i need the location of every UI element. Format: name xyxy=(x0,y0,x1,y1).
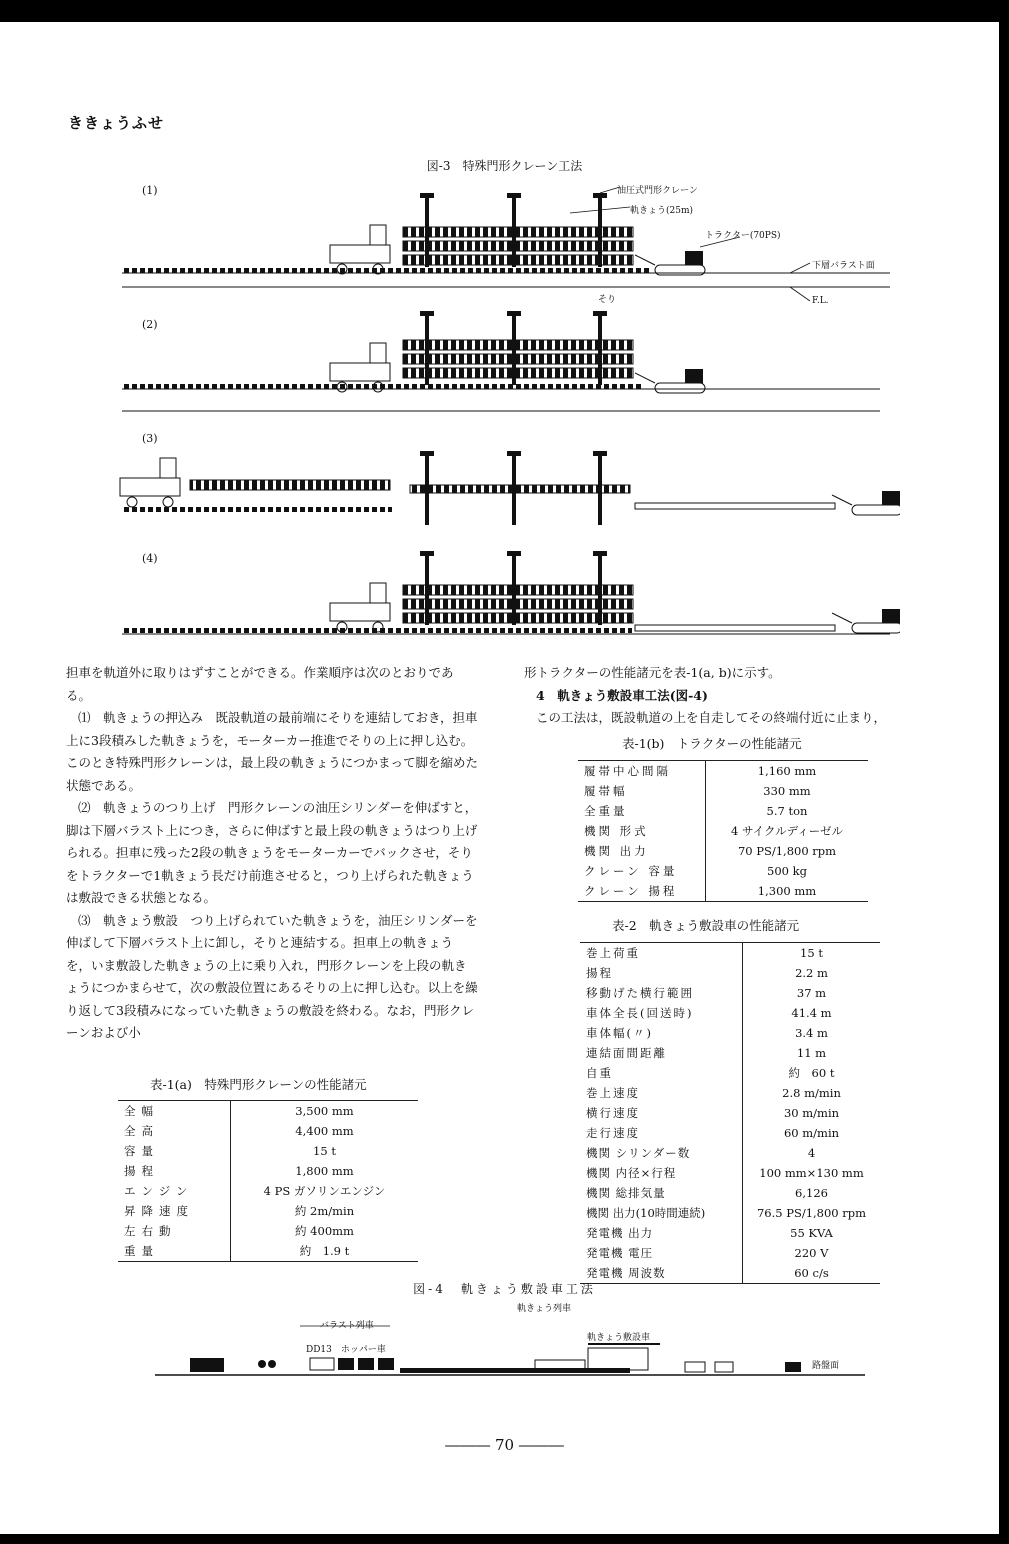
spec-key: 履帯中心間隔 xyxy=(578,761,706,782)
spec-key: 全重量 xyxy=(578,801,706,821)
spec-key: 揚程 xyxy=(580,963,743,983)
spec-key: 発電機 周波数 xyxy=(580,1263,743,1284)
spec-value: 約 60 t xyxy=(788,1066,835,1080)
spec-value: 3.4 m xyxy=(795,1026,828,1040)
spec-value: 11 m xyxy=(796,1046,827,1060)
label-roadbed: 路盤面 xyxy=(812,1361,840,1371)
spec-value: 1,300 mm xyxy=(757,884,817,898)
label-girder: 軌きょう(25m) xyxy=(630,206,694,216)
spec-key: 発電機 電圧 xyxy=(580,1243,743,1263)
spec-key: 巻上速度 xyxy=(580,1083,743,1103)
paragraph: ⑴ 軌きょうの押込み 既設軌道の最前端にそりを連結しておき，担車上に3段積みした軌きょうを，モーターカー推進でそりの上に押し込む。このとき特殊門形クレーンは，最上段の軌きょうにつかまって脚を縮めた状態である。 xyxy=(66,710,479,793)
stage-3-label: (3) xyxy=(142,432,158,445)
spec-key: 巻上荷重 xyxy=(580,943,743,964)
table-row xyxy=(118,1201,418,1221)
spec-value: 3,500 mm xyxy=(295,1104,354,1118)
spec-key: 全幅 xyxy=(118,1101,231,1122)
spec-value: 70 PS/1,800 rpm xyxy=(737,844,837,858)
spec-key: 機関 シリンダー数 xyxy=(580,1143,743,1163)
label-sled: そり xyxy=(598,295,617,305)
table-row xyxy=(580,1183,880,1203)
spec-value: 55 KVA xyxy=(790,1226,833,1240)
table-row xyxy=(118,1181,418,1201)
table-row xyxy=(580,1023,880,1043)
spec-key: 車体幅(〃) xyxy=(580,1023,743,1043)
spec-key: 機関 形式 xyxy=(578,821,706,841)
table-row xyxy=(580,1063,880,1083)
spec-value: 約 1.9 t xyxy=(299,1244,350,1258)
spec-key: 走行速度 xyxy=(580,1123,743,1143)
table-row xyxy=(580,1163,880,1183)
spec-value: 37 m xyxy=(796,986,827,1000)
spec-key: 重量 xyxy=(118,1241,231,1262)
spec-value: 6,126 xyxy=(795,1186,828,1200)
spec-value: 4,400 mm xyxy=(295,1124,354,1138)
spec-value: 500 kg xyxy=(767,864,807,878)
table-row xyxy=(578,841,868,861)
spec-key: 発電機 出力 xyxy=(580,1223,743,1243)
spec-value: 15 t xyxy=(800,946,823,960)
table1b-caption: 表-1(b) トラクターの性能諸元 xyxy=(622,736,802,751)
paragraph: ⑶ 軌きょう敷設 つり上げられていた軌きょうを，油圧シリンダーを伸ばして下層バラスト上に卸し，そりと連結する。担車上の軌きょうを，いま敷設した軌きょうの上に乗り入れ，門形クレーンを上段の軌きょうにつかまらせて，次の敷設位置にあるそりの上に押し込む。以上を繰り返して3段積みになっていた軌きょうの敷設を終わる。なお，門形クレーンおよび小 xyxy=(66,912,478,1040)
paragraph: ⑵ 軌きょうのつり上げ 門形クレーンの油圧シリンダーを伸ばすと，脚は下層バラスト上につき，さらに伸ばすと最上段の軌きょうはつり上げられる。担車に残った2段の軌きょうをモーターカーでバックさせ，そりをトラクターで1軌きょう長だけ前進させると，つり上げられた軌きょうは敷設できる状態となる。 xyxy=(66,800,478,905)
figure4-diagram xyxy=(150,1300,870,1420)
table-row xyxy=(580,1143,880,1163)
table-row xyxy=(580,963,880,983)
table-row xyxy=(580,943,880,964)
label-fl: F.L. xyxy=(812,296,829,306)
table-row xyxy=(578,801,868,821)
spec-value: 2.8 m/min xyxy=(782,1086,841,1100)
running-header: ききょうふせ xyxy=(68,114,165,132)
spec-key: 昇降速度 xyxy=(118,1201,231,1221)
spec-key: 履帯幅 xyxy=(578,781,706,801)
label-ballast: 下層バラスト面 xyxy=(812,261,875,271)
table-row xyxy=(580,1243,880,1263)
spec-value: 4 サイクルディーゼル xyxy=(731,824,843,838)
spec-key: 自重 xyxy=(580,1063,743,1083)
spec-value: 1,800 mm xyxy=(295,1164,354,1178)
spec-value: 60 m/min xyxy=(783,1126,840,1140)
table-row xyxy=(578,781,868,801)
spec-value: 41.4 m xyxy=(791,1006,832,1020)
scan-border-bottom xyxy=(0,1534,1009,1544)
paragraph: 担車を軌道外に取りはずすことができる。作業順序は次のとおりである。 xyxy=(66,665,454,703)
scan-border-right xyxy=(999,0,1009,1544)
spec-key: エンジン xyxy=(118,1181,231,1201)
table-row xyxy=(580,1103,880,1123)
table-row xyxy=(578,821,868,841)
spec-value: 2.2 m xyxy=(795,966,828,980)
table-row xyxy=(118,1101,418,1122)
table1a-caption: 表-1(a) 特殊門形クレーンの性能諸元 xyxy=(150,1077,367,1092)
left-column xyxy=(66,662,478,1045)
label-ballast-train: バラスト列車 xyxy=(320,1321,374,1331)
table-row xyxy=(580,1083,880,1103)
figure3-title: 図-3 特殊門形クレーン工法 xyxy=(426,159,583,173)
spec-key: クレーン 揚程 xyxy=(578,881,706,902)
spec-key: 容量 xyxy=(118,1141,231,1161)
stage-1-label: (1) xyxy=(142,184,158,197)
spec-value: 76.5 PS/1,800 rpm xyxy=(756,1206,867,1220)
label-tractor: トラクター(70PS) xyxy=(705,231,781,241)
spec-value: 220 V xyxy=(794,1246,829,1260)
spec-key: 横行速度 xyxy=(580,1103,743,1123)
spec-value: 4 xyxy=(807,1146,816,1160)
spec-value: 30 m/min xyxy=(783,1106,840,1120)
spec-value: 15 t xyxy=(313,1144,336,1158)
table-row xyxy=(580,1223,880,1243)
table-row xyxy=(578,861,868,881)
page-number: ――― 70 ――― xyxy=(445,1436,564,1454)
table-row xyxy=(580,1203,880,1223)
table-row xyxy=(580,1003,880,1023)
table-row xyxy=(580,1043,880,1063)
section-heading: 4 軌きょう敷設車工法(図-4) xyxy=(536,687,708,703)
spec-value: 330 mm xyxy=(763,784,811,798)
table1b xyxy=(578,760,868,902)
spec-key: 車体全長(回送時) xyxy=(580,1003,743,1023)
spec-key: 左右動 xyxy=(118,1221,231,1241)
spec-key: 連結面間距離 xyxy=(580,1043,743,1063)
table-row xyxy=(578,881,868,902)
table1a xyxy=(118,1100,418,1262)
stage-2-label: (2) xyxy=(142,318,158,331)
spec-key: 機関 内径×行程 xyxy=(580,1163,743,1183)
spec-value: 1,160 mm xyxy=(757,764,817,778)
table-row xyxy=(578,761,868,782)
spec-key: クレーン 容量 xyxy=(578,861,706,881)
spec-value: 60 c/s xyxy=(794,1266,829,1280)
figure4-title: 図-4 軌きょう敷設車工法 xyxy=(413,1282,596,1296)
paragraph: 形トラクターの性能諸元を表-1(a, b)に示す。 xyxy=(524,665,781,680)
table-row xyxy=(118,1241,418,1262)
table-row xyxy=(118,1141,418,1161)
spec-value: 4 PS ガソリンエンジン xyxy=(263,1184,386,1198)
paragraph: この工法は，既設軌道の上を自走してその終端付近に止まり， xyxy=(536,710,887,725)
spec-key: 機関 出力(10時間連続) xyxy=(580,1203,743,1223)
spec-value: 5.7 ton xyxy=(766,804,808,818)
figure3-diagram xyxy=(100,175,900,645)
table-row xyxy=(580,983,880,1003)
table-row xyxy=(118,1121,418,1141)
right-column xyxy=(524,662,944,730)
spec-key: 全高 xyxy=(118,1121,231,1141)
table-row xyxy=(118,1161,418,1181)
spec-key: 機関 出力 xyxy=(578,841,706,861)
table2 xyxy=(580,942,880,1284)
spec-key: 揚程 xyxy=(118,1161,231,1181)
table-row xyxy=(118,1221,418,1241)
label-dd13: DD13 ホッパー車 xyxy=(306,1345,386,1355)
stage-4-label: (4) xyxy=(142,552,158,565)
spec-value: 約 400mm xyxy=(295,1224,354,1238)
scan-border-top xyxy=(0,0,1009,22)
label-girder-train: 軌きょう列車 xyxy=(517,1304,572,1314)
spec-key: 移動げた横行範囲 xyxy=(580,983,743,1003)
spec-value: 100 mm×130 mm xyxy=(759,1166,864,1180)
spec-value: 約 2m/min xyxy=(294,1204,355,1218)
label-layer-car: 軌きょう敷設車 xyxy=(587,1333,651,1343)
label-hydraulic-crane: 油圧式門形クレーン xyxy=(617,186,698,196)
table2-caption: 表-2 軌きょう敷設車の性能諸元 xyxy=(612,918,800,933)
table-row xyxy=(580,1123,880,1143)
spec-key: 機関 総排気量 xyxy=(580,1183,743,1203)
